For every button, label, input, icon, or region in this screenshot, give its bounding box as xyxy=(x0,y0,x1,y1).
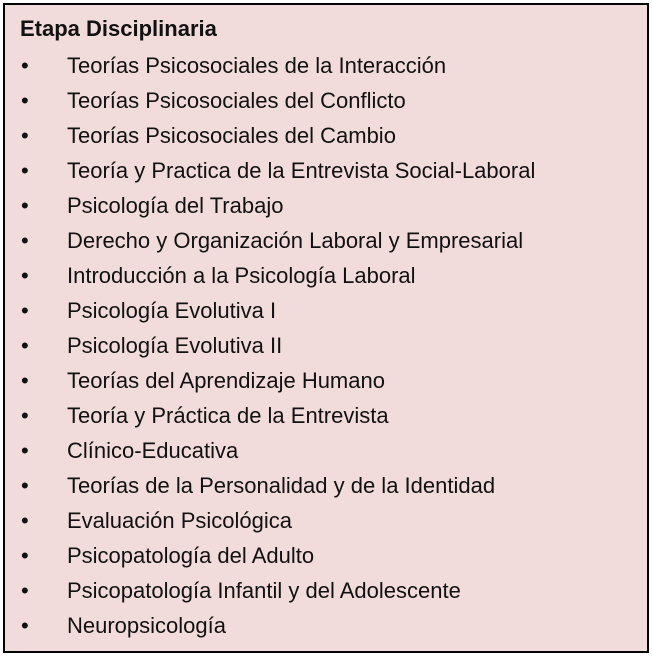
list-item-label: Teorías del Aprendizaje Humano xyxy=(67,368,385,393)
list-item xyxy=(20,118,640,153)
bullet-icon: • xyxy=(21,298,29,323)
bullet-icon: • xyxy=(21,263,29,288)
bullet-icon: • xyxy=(21,403,29,428)
course-list-box xyxy=(3,3,649,653)
list-item xyxy=(20,398,640,433)
list-item-label: Teorías de la Personalidad y de la Identidad xyxy=(67,473,496,498)
list-item xyxy=(20,363,640,398)
list-item xyxy=(20,258,640,293)
list-item-label: Psicopatología Infantil y del Adolescente xyxy=(67,578,461,603)
course-list xyxy=(20,48,640,643)
bullet-icon: • xyxy=(21,578,29,603)
list-item-label: Psicología Evolutiva I xyxy=(67,298,277,323)
list-item-label: Clínico-Educativa xyxy=(67,438,239,463)
list-item xyxy=(20,223,640,258)
list-item-label: Introducción a la Psicología Laboral xyxy=(67,263,416,288)
bullet-icon: • xyxy=(21,333,29,358)
list-item-label: Teorías Psicosociales del Conflicto xyxy=(67,88,406,113)
list-item xyxy=(20,433,640,468)
list-item xyxy=(20,573,640,608)
bullet-icon: • xyxy=(21,473,29,498)
list-item xyxy=(20,153,640,188)
bullet-icon: • xyxy=(21,368,29,393)
list-item xyxy=(20,293,640,328)
bullet-icon: • xyxy=(21,613,29,638)
list-item-label: Teorías Psicosociales del Cambio xyxy=(67,123,396,148)
bullet-icon: • xyxy=(21,88,29,113)
list-item xyxy=(20,538,640,573)
list-item xyxy=(20,83,640,118)
list-item xyxy=(20,608,640,643)
bullet-icon: • xyxy=(21,158,29,183)
list-item-label: Derecho y Organización Laboral y Empresarial xyxy=(67,228,524,253)
bullet-icon: • xyxy=(21,123,29,148)
list-item-label: Psicopatología del Adulto xyxy=(67,543,315,568)
bullet-icon: • xyxy=(21,53,29,78)
list-item-label: Neuropsicología xyxy=(67,613,226,638)
list-item-label: Teoría y Practica de la Entrevista Social-Laboral xyxy=(67,158,536,183)
section-heading: Etapa Disciplinaria xyxy=(20,16,217,41)
list-item xyxy=(20,503,640,538)
bullet-icon: • xyxy=(21,543,29,568)
bullet-icon: • xyxy=(21,508,29,533)
list-item-label: Psicología Evolutiva II xyxy=(67,333,283,358)
list-item-label: Teorías Psicosociales de la Interacción xyxy=(67,53,447,78)
list-item-label: Evaluación Psicológica xyxy=(67,508,293,533)
bullet-icon: • xyxy=(21,193,29,218)
list-item xyxy=(20,328,640,363)
list-item xyxy=(20,468,640,503)
list-item xyxy=(20,188,640,223)
list-item-label: Psicología del Trabajo xyxy=(67,193,284,218)
list-item xyxy=(20,48,640,83)
bullet-icon: • xyxy=(21,228,29,253)
bullet-icon: • xyxy=(21,438,29,463)
list-item-label: Teoría y Práctica de la Entrevista xyxy=(67,403,389,428)
